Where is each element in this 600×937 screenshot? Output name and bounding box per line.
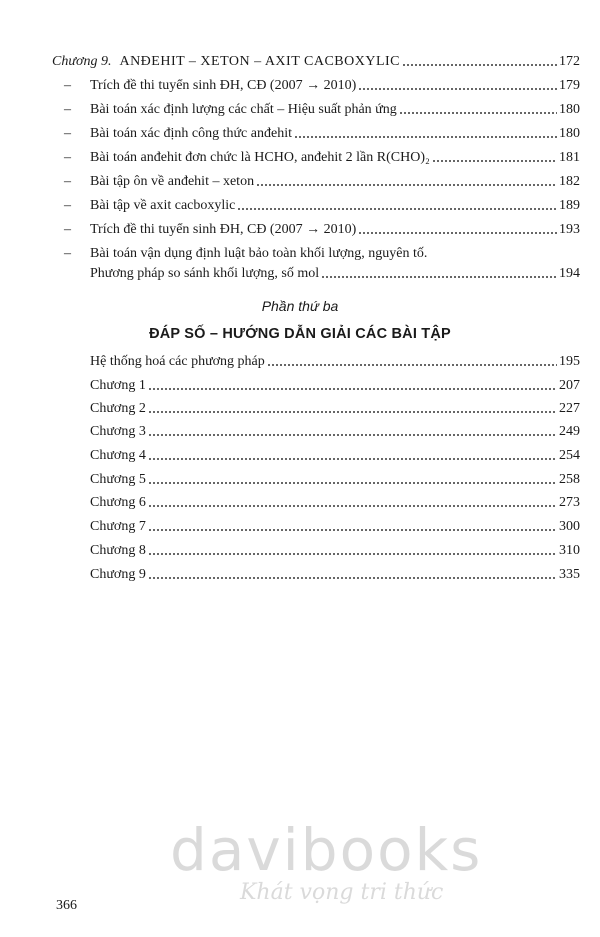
entry-text: Trích đề thi tuyển sinh ĐH, CĐ (2007 → 2010) — [90, 222, 357, 237]
part-label: Phần thứ ba — [261, 298, 339, 314]
page-ref: 180 — [559, 102, 580, 117]
dot-leader — [148, 409, 557, 415]
toc-entry — [0, 493, 600, 513]
entry-text: Bài toán xác định lượng các chất – Hiệu suất phản ứng — [90, 102, 397, 117]
page-number: 366 — [56, 898, 77, 913]
watermark-tagline: Khát vọng tri thức — [240, 880, 444, 905]
page-ref: 335 — [559, 567, 580, 582]
entry-text: Phương pháp so sánh khối lượng, số mol — [90, 266, 320, 281]
dot-leader — [402, 62, 557, 68]
entry-text: Chương 6 — [90, 495, 146, 510]
dot-leader — [358, 86, 557, 92]
toc-entry — [0, 422, 600, 442]
toc-entry — [0, 172, 600, 192]
entry-text: Bài tập ôn về anđehit – xeton — [90, 174, 255, 189]
page-ref: 258 — [559, 472, 580, 487]
page-ref: 273 — [559, 495, 580, 510]
dot-leader — [148, 480, 557, 486]
toc-entry — [0, 470, 600, 490]
page-ref: 310 — [559, 543, 580, 558]
dash-marker: – — [64, 126, 71, 141]
page-ref: 180 — [559, 126, 580, 141]
part-title: ĐÁP SỐ – HƯỚNG DẪN GIẢI CÁC BÀI TẬP — [149, 326, 451, 342]
entry-text: Hệ thống hoá các phương pháp — [90, 354, 265, 369]
page-ref: 300 — [559, 519, 580, 534]
chapter-title: ANĐEHIT – XETON – AXIT CACBOXYLIC — [119, 54, 401, 69]
dash-marker: – — [64, 150, 71, 165]
entry-text: Chương 7 — [90, 519, 146, 534]
toc-entry-line2 — [0, 264, 600, 284]
page-ref: 181 — [559, 150, 580, 165]
chapter-label: Chương 9. — [52, 54, 112, 69]
dot-leader — [148, 432, 557, 438]
page-ref: 179 — [559, 78, 580, 93]
dash-marker: – — [64, 174, 71, 189]
dot-leader — [432, 158, 557, 164]
dot-leader — [148, 575, 557, 581]
page-ref: 249 — [559, 424, 580, 439]
toc-entry — [0, 100, 600, 120]
entry-text: Chương 2 — [90, 401, 146, 416]
toc-entry — [0, 399, 600, 419]
toc-entry — [0, 76, 600, 96]
page-ref: 254 — [559, 448, 580, 463]
dot-leader — [148, 456, 557, 462]
toc-entry — [0, 352, 600, 372]
page-ref: 227 — [559, 401, 580, 416]
toc-entry — [0, 541, 600, 561]
watermark — [170, 816, 483, 906]
entry-text: Chương 3 — [90, 424, 146, 439]
dash-marker: – — [64, 246, 71, 261]
entry-text: Bài toán anđehit đơn chức là HCHO, anđehit 2 lần R(CHO)₂ — [90, 150, 430, 165]
dash-marker: – — [64, 78, 71, 93]
page-ref: 193 — [559, 222, 580, 237]
entry-text: Chương 5 — [90, 472, 146, 487]
dot-leader — [294, 134, 557, 140]
entry-text: Bài toán vận dụng định luật bảo toàn khối lượng, nguyên tố. — [90, 246, 428, 261]
chapter-9-heading — [0, 52, 600, 72]
toc-entry-line1 — [0, 244, 600, 264]
toc-entry — [0, 565, 600, 585]
page-ref: 189 — [559, 198, 580, 213]
toc-entry — [0, 196, 600, 216]
entry-text: Bài tập về axit cacboxylic — [90, 198, 236, 213]
dot-leader — [237, 206, 557, 212]
dash-marker: – — [64, 222, 71, 237]
toc-entry — [0, 446, 600, 466]
entry-text: Chương 9 — [90, 567, 146, 582]
dot-leader — [148, 386, 557, 392]
watermark-brand: davibooks — [170, 816, 483, 884]
dot-leader — [148, 503, 557, 509]
page-ref: 194 — [559, 266, 580, 281]
entry-text: Trích đề thi tuyển sinh ĐH, CĐ (2007 → 2010) — [90, 78, 357, 93]
page-ref: 172 — [559, 54, 580, 69]
dash-marker: – — [64, 198, 71, 213]
dot-leader — [267, 362, 557, 368]
dot-leader — [256, 182, 557, 188]
dot-leader — [321, 274, 557, 280]
entry-text: Chương 1 — [90, 378, 146, 393]
dot-leader — [358, 230, 557, 236]
dot-leader — [148, 551, 557, 557]
page-ref: 207 — [559, 378, 580, 393]
dash-marker: – — [64, 102, 71, 117]
entry-text: Chương 8 — [90, 543, 146, 558]
toc-entry — [0, 376, 600, 396]
dot-leader — [399, 110, 557, 116]
page-ref: 195 — [559, 354, 580, 369]
toc-entry — [0, 148, 600, 168]
entry-text: Bài toán xác định công thức anđehit — [90, 126, 292, 141]
dot-leader — [148, 527, 557, 533]
page-ref: 182 — [559, 174, 580, 189]
entry-text: Chương 4 — [90, 448, 146, 463]
toc-entry — [0, 124, 600, 144]
toc-entry — [0, 220, 600, 240]
toc-entry — [0, 517, 600, 537]
